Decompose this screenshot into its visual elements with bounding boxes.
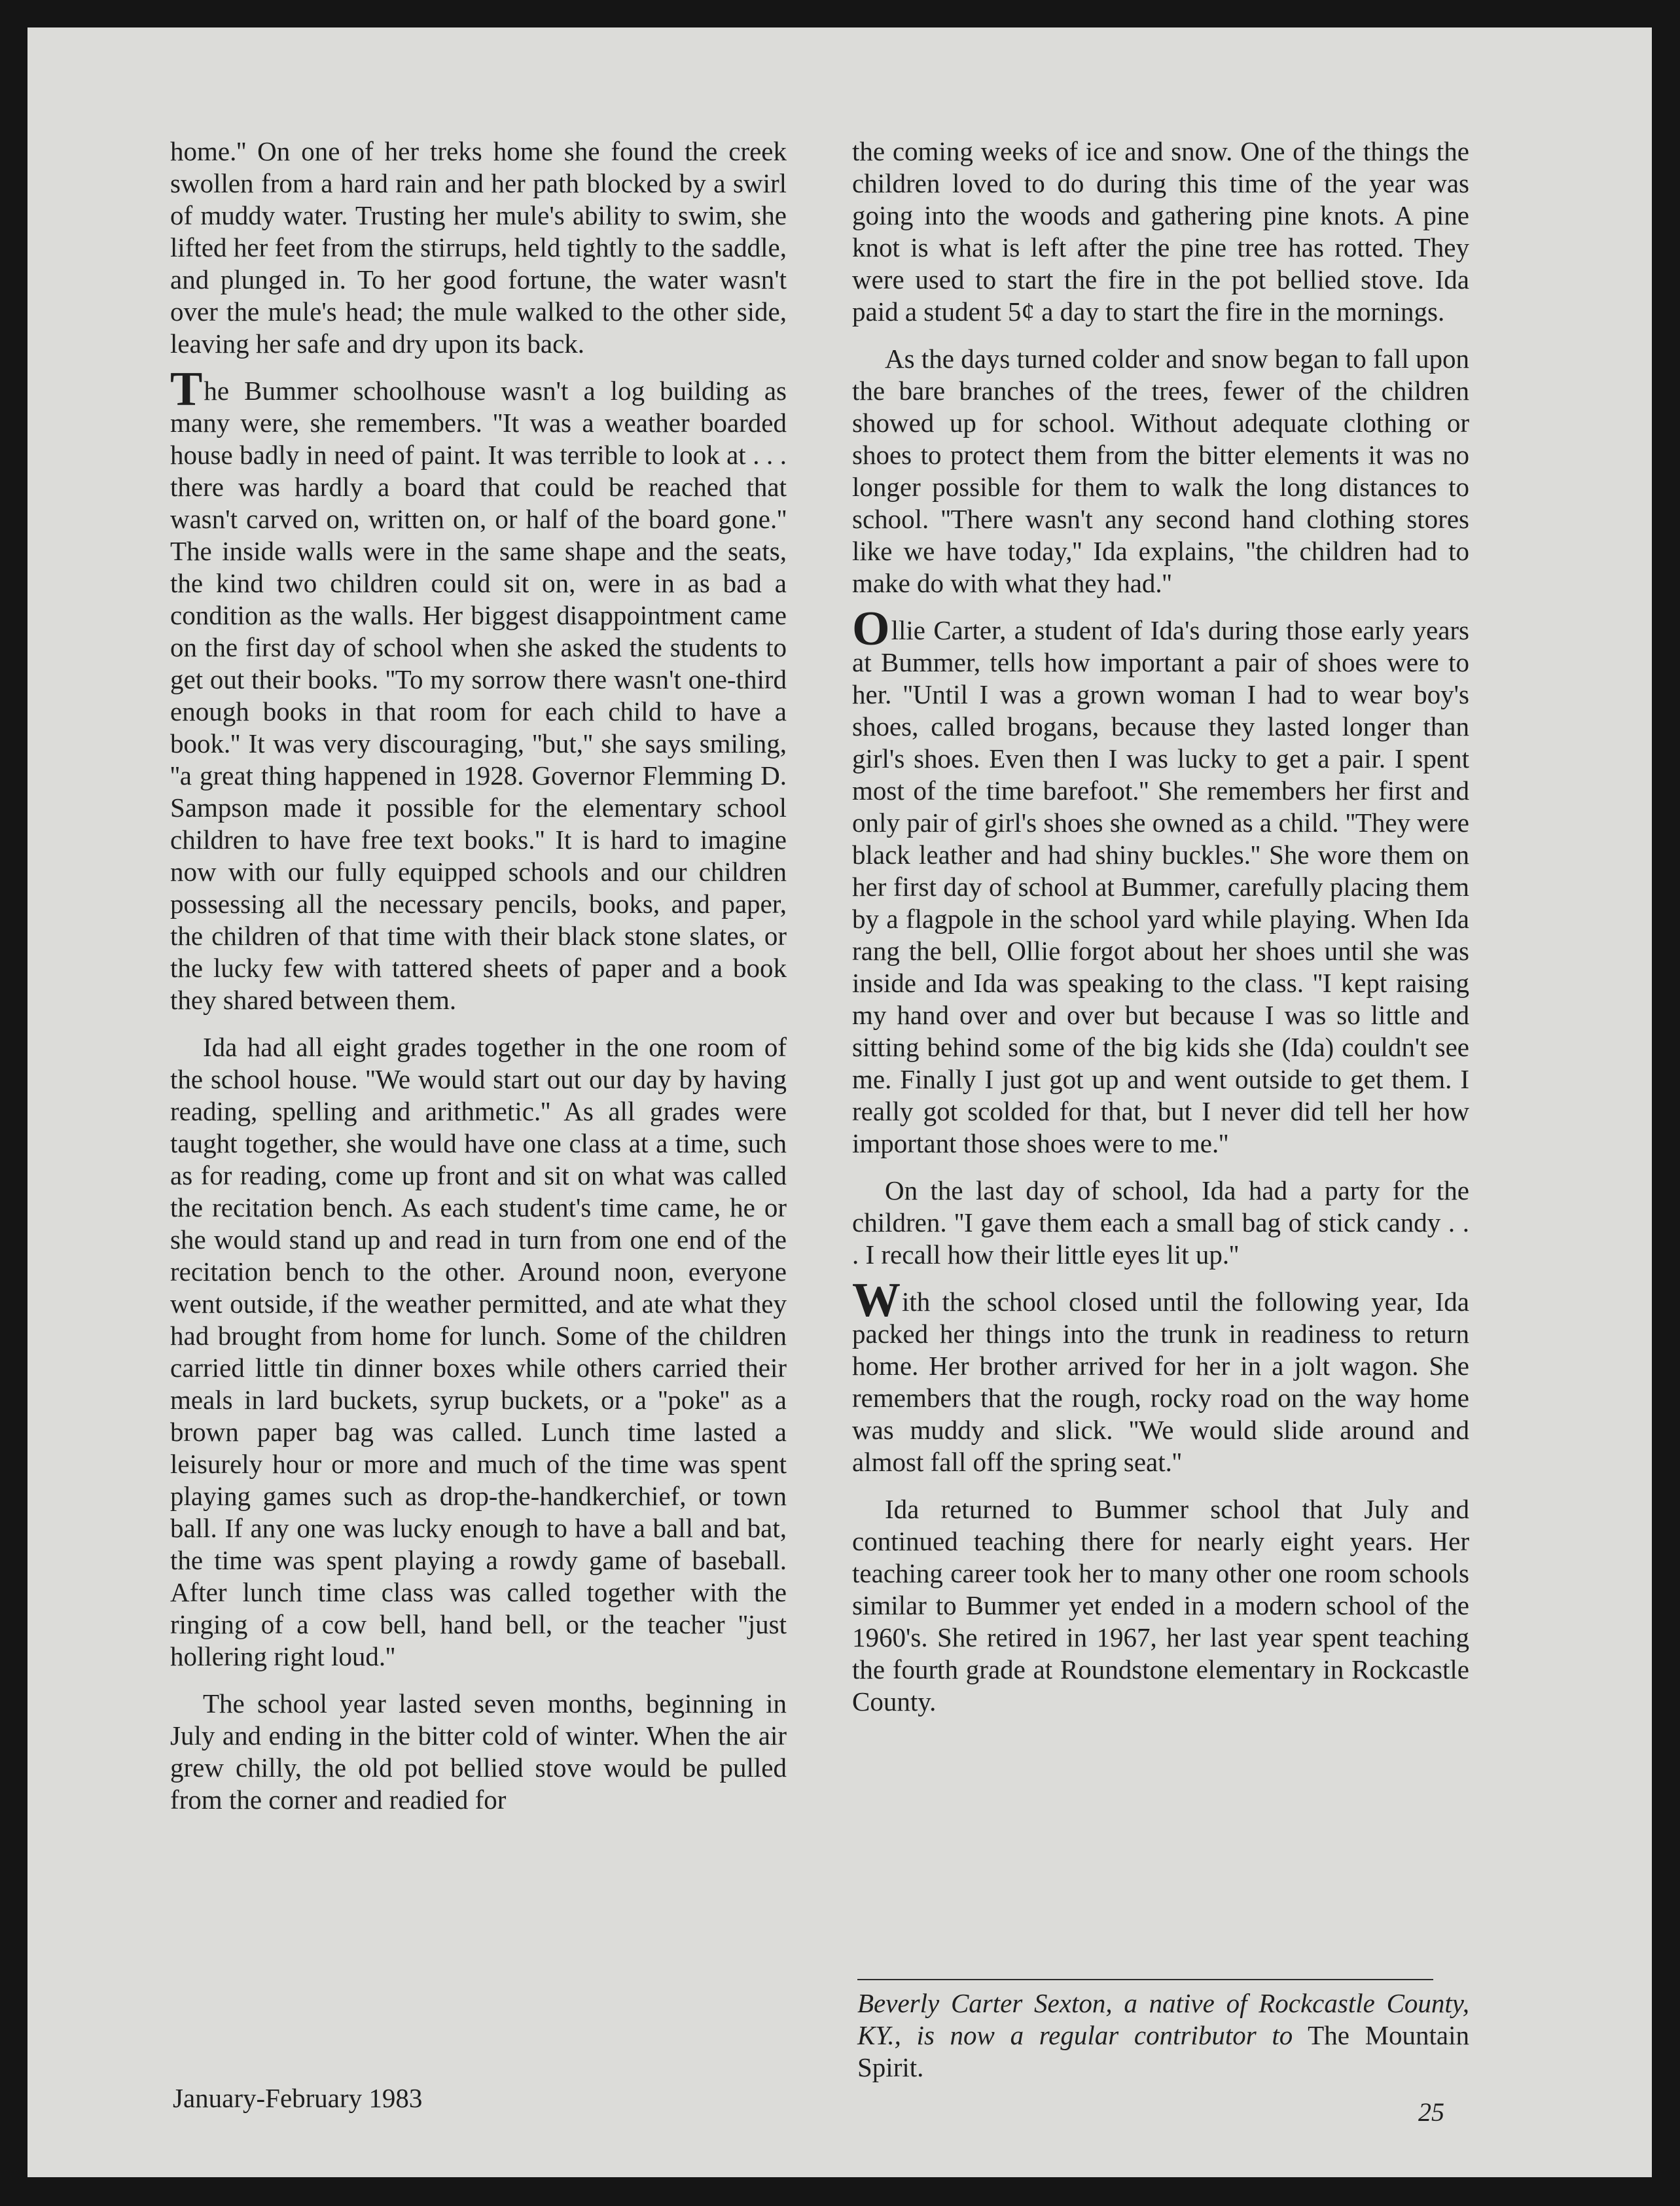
- paragraph: The school year lasted seven months, beginning in July and ending in the bitter cold of winter. When the air grew chilly, the old pot bellied stove would be pulled from the corner and readied for: [170, 1688, 787, 1815]
- drop-cap: O: [852, 602, 890, 656]
- paragraph-text: he Bummer schoolhouse wasn't a log building as many were, she remembers. ''It was a weather boarded house badly in need of paint. It was terrible to look at . . . there was hardly a board that could be reached that wasn't carved on, written on, or half of the board gone.'' The inside walls were in the same shape and the seats, the kind two children could sit on, were in as bad a condition as the walls. Her biggest disappointment came on the first day of school when she asked the students to get out their books. ''To my sorrow there wasn't one-third enough books in that room for each child to have a book.'' It was very discouraging, ''but,'' she says smiling, ''a great thing happened in 1928. Governor Flemming D. Sampson made it possible for the elementary school children to have free text books.'' It is hard to imagine now with our fully equipped schools and our children possessing all the necessary pencils, books, and paper, the children of that time with their black stone slates, or the lucky few with tattered sheets of paper and a book they shared between them.: [170, 376, 787, 1015]
- paragraph: Ida had all eight grades together in the one room of the school house. ''We would start out our day by having reading, spelling and arithmetic.'' As all grades were taught together, she would have one class at a time, such as for reading, come up front and sit on what was called the recitation bench. As each student's time came, he or she would stand up and read in turn from one end of the recitation bench to the other. Around noon, everyone went outside, if the weather permitted, and ate what they had brought from home for lunch. Some of the children carried little tin dinner boxes while others carried their meals in lard buckets, syrup buckets, or a ''poke'' as a brown paper bag was called. Lunch time lasted a leisurely hour or more and much of the time was spent playing games such as drop-the-handkerchief, or town ball. If any one was lucky enough to have a ball and bat, the time was spent playing a rowdy game of baseball. After lunch time class was called together with the ringing of a cow bell, hand bell, or the teacher ''just hollering right loud.'': [170, 1032, 787, 1671]
- drop-cap: W: [852, 1273, 901, 1327]
- article-column-right: [852, 135, 1469, 1733]
- issue-date: January-February 1983: [173, 2083, 423, 2113]
- paragraph: [852, 602, 1469, 1160]
- paragraph: As the days turned colder and snow began to fall upon the bare branches of the trees, fewer of the children showed up for school. Without adequate clothing or shoes to protect them from the bitter elements it was no longer possible for them to walk the long distances to school. ''There wasn't any second hand clothing stores like we have today,'' Ida explains, ''the children had to make do with what they had.'': [852, 344, 1469, 598]
- author-byline: [857, 1987, 1469, 2084]
- paragraph: home.'' On one of her treks home she found the creek swollen from a hard rain and her path blocked by a swirl of muddy water. Trusting her mule's ability to swim, she lifted her feet from the stirrups, held tightly to the saddle, and plunged in. To her good fortune, the water wasn't over the mule's head; the mule walked to the other side, leaving her safe and dry upon its back.: [170, 136, 787, 359]
- paragraph: Ida returned to Bummer school that July and continued teaching there for nearly eight years. Her teaching career took her to many other one room schools similar to Bummer yet ended in a modern school of the 1960's. She retired in 1967, her last year spent teaching the fourth grade at Roundstone elementary in Rockcastle County.: [852, 1494, 1469, 1717]
- article-column-left: [170, 135, 787, 1831]
- paragraph: On the last day of school, Ida had a party for the children. ''I gave them each a small bag of stick candy . . . I recall how their little eyes lit up.'': [852, 1175, 1469, 1270]
- paragraph-text: ith the school closed until the following year, Ida packed her things into the trunk in readiness to return home. Her brother arrived for her in a jolt wagon. She remembers that the rough, rocky road on the way home was muddy and slick. ''We would slide around and almost fall off the spring seat.'': [852, 1287, 1469, 1477]
- paragraph: [170, 363, 787, 1016]
- publication-name: The Mountain Spirit.: [857, 2020, 1469, 2082]
- paragraph: the coming weeks of ice and snow. One of the things the children loved to do during this time of the year was going into the woods and gathering pine knots. A pine knot is what is left after the pine tree has rotted. They were used to start the fire in the pot bellied stove. Ida paid a student 5¢ a day to start the fire in the mornings.: [852, 136, 1469, 327]
- paragraph-text: llie Carter, a student of Ida's during those early years at Bummer, tells how important a pair of shoes were to her. ''Until I was a grown woman I had to wear boy's shoes, called brogans, because they lasted longer than girl's shoes. Even then I was lucky to get a pair. I spent most of the time barefoot.'' She remembers her first and only pair of girl's shoes she owned as a child. ''They were black leather and had shiny buckles.'' She wore them on her first day of school at Bummer, carefully placing them by a flagpole in the school yard while playing. When Ida rang the bell, Ollie forgot about her shoes until she was inside and Ida was speaking to the class. ''I kept raising my hand over and over but because I was so little and sitting behind some of the big kids she (Ida) couldn't see me. Finally I just got up and went outside to get them. I really got scolded for that, but I never did tell her how important those shoes were to me.'': [852, 615, 1469, 1158]
- byline-divider: [857, 1979, 1433, 1980]
- drop-cap: T: [170, 363, 203, 416]
- page-number: 25: [1418, 2097, 1444, 2127]
- byline-text: Beverly Carter Sexton, a native of Rockcastle County, KY., is now a regular contributor to: [857, 1988, 1469, 2050]
- magazine-page: [27, 27, 1652, 2177]
- paragraph: [852, 1273, 1469, 1478]
